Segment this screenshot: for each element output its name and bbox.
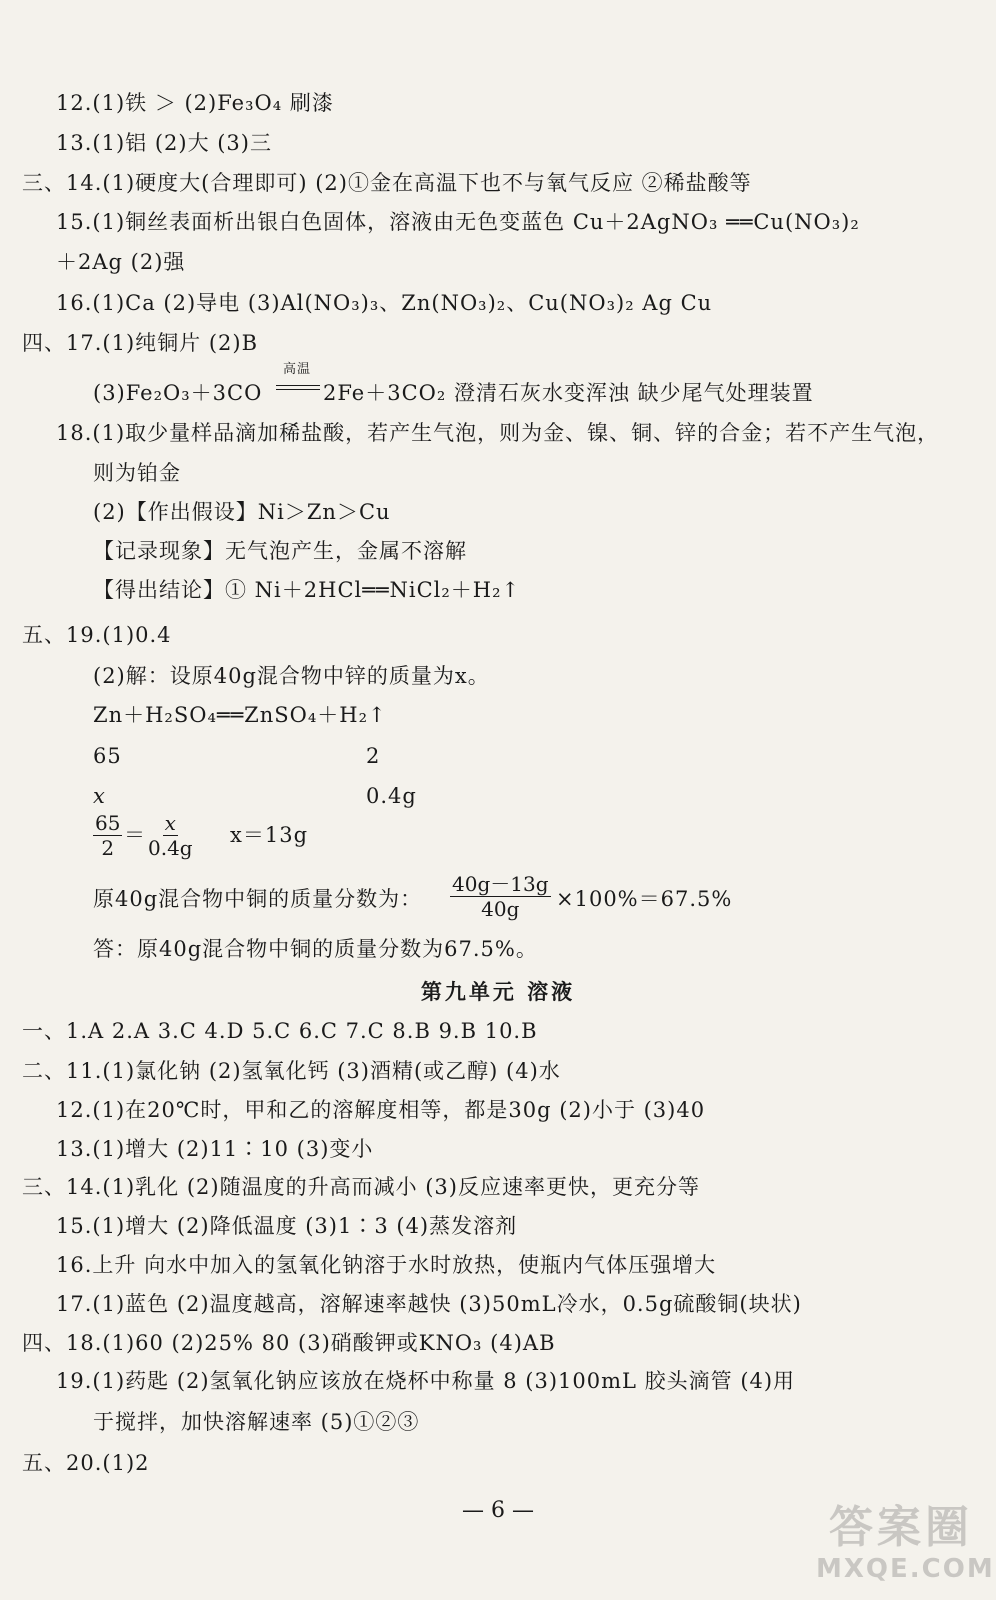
equation-value: 0.4g (366, 784, 417, 808)
watermark-url: MXQE.COM (816, 1554, 995, 1584)
answer-line: 19.(1)药匙 (2)氢氧化钠应该放在烧杯中称量 8 (3)100mL 胶头滴管 (4)用 (56, 1369, 796, 1393)
section-heading: 第九单元 溶液 (420, 979, 576, 1004)
answer-line: 二、11.(1)氯化钠 (2)氢氧化钙 (3)酒精(或乙醇) (4)水 (22, 1059, 561, 1083)
fraction-denominator: 40g (481, 897, 520, 921)
answer-line: ＋2Ag (2)强 (56, 250, 186, 274)
answer-line: 则为铂金 (93, 461, 181, 485)
answer-line: 13.(1)铝 (2)大 (3)三 (56, 131, 272, 155)
equation-value: 2 (366, 744, 381, 768)
reaction-condition: 高温 (283, 362, 312, 377)
equals-line (276, 389, 320, 390)
answer-line: 16.上升 向水中加入的氢氧化钠溶于水时放热，使瓶内气体压强增大 (56, 1253, 717, 1277)
answer-line: 12.(1)在20℃时，甲和乙的溶解度相等，都是30g (2)小于 (3)40 (56, 1098, 706, 1122)
answer-line: (2)解：设原40g混合物中锌的质量为x。 (93, 664, 490, 688)
answer-line: 四、18.(1)60 (2)25% 80 (3)硝酸钾或KNO₃ (4)AB (22, 1331, 556, 1355)
answer-line: 原40g混合物中铜的质量分数为： (93, 887, 423, 911)
answer-line: 17.(1)蓝色 (2)温度越高，溶解速率越快 (3)50mL冷水，0.5g硫酸铜(块状) (56, 1292, 802, 1316)
answer-line: 答：原40g混合物中铜的质量分数为67.5%。 (93, 937, 538, 961)
answer-line: ×100%＝67.5% (556, 887, 733, 911)
answer-line: 【得出结论】① Ni＋2HCl══NiCl₂＋H₂↑ (93, 578, 521, 602)
answer-line: 三、14.(1)乳化 (2)随温度的升高而减小 (3)反应速率更快，更充分等 (22, 1175, 700, 1199)
fraction (93, 811, 122, 860)
answer-line: 五、20.(1)2 (22, 1451, 150, 1475)
answer-line: 【记录现象】无气泡产生，金属不溶解 (93, 539, 467, 563)
answer-line: 五、19.(1)0.4 (22, 623, 172, 647)
answer-line: (2)【作出假设】Ni＞Zn＞Cu (93, 500, 391, 524)
page-number: — 6 — (462, 1498, 534, 1523)
answer-line: 四、17.(1)纯铜片 (2)B (22, 331, 258, 355)
equals-sign: ＝ (124, 823, 146, 847)
answer-line: 12.(1)铁 ＞ (2)Fe₃O₄ 刷漆 (56, 91, 334, 115)
equation-line: Zn＋H₂SO₄══ZnSO₄＋H₂↑ (93, 703, 387, 727)
result: x＝13g (230, 823, 309, 847)
answer-line: 16.(1)Ca (2)导电 (3)Al(NO₃)₃、Zn(NO₃)₂、Cu(NO₃)₂ Ag Cu (56, 291, 713, 315)
answer-line: 一、1.A 2.A 3.C 4.D 5.C 6.C 7.C 8.B 9.B 10.B (22, 1019, 538, 1043)
equation-left: (3)Fe₂O₃＋3CO (93, 381, 263, 405)
answer-line: 13.(1)增大 (2)11∶10 (3)变小 (56, 1137, 374, 1161)
fraction-numerator: 65 (95, 811, 121, 835)
equation-right: 2Fe＋3CO₂ 澄清石灰水变浑浊 缺少尾气处理装置 (323, 381, 814, 405)
fraction (148, 811, 193, 860)
watermark-logo (816, 1502, 995, 1592)
fraction-denominator: 2 (101, 836, 115, 860)
fraction-numerator: x (164, 811, 176, 835)
answer-line: 15.(1)铜丝表面析出银白色固体，溶液由无色变蓝色 Cu＋2AgNO₃ ══Cu(NO₃)₂ (56, 210, 860, 234)
answer-line: 18.(1)取少量样品滴加稀盐酸，若产生气泡，则为金、镍、铜、锌的合金；若不产生气泡， (56, 421, 940, 445)
fraction-denominator: 0.4g (148, 836, 193, 860)
equation-value: 65 (93, 744, 122, 768)
fraction-numerator: 40g－13g (452, 872, 549, 896)
equals-line (276, 385, 320, 386)
answer-line: 三、14.(1)硬度大(合理即可) (2)①金在高温下也不与氧气反应 ②稀盐酸等 (22, 171, 752, 195)
answer-line: 于搅拌，加快溶解速率 (5)①②③ (93, 1410, 420, 1434)
fraction (450, 872, 551, 921)
answer-line: 15.(1)增大 (2)降低温度 (3)1∶3 (4)蒸发溶剂 (56, 1214, 518, 1238)
equation-value: x (93, 784, 106, 808)
watermark-text: 答案圈 (829, 1502, 973, 1553)
